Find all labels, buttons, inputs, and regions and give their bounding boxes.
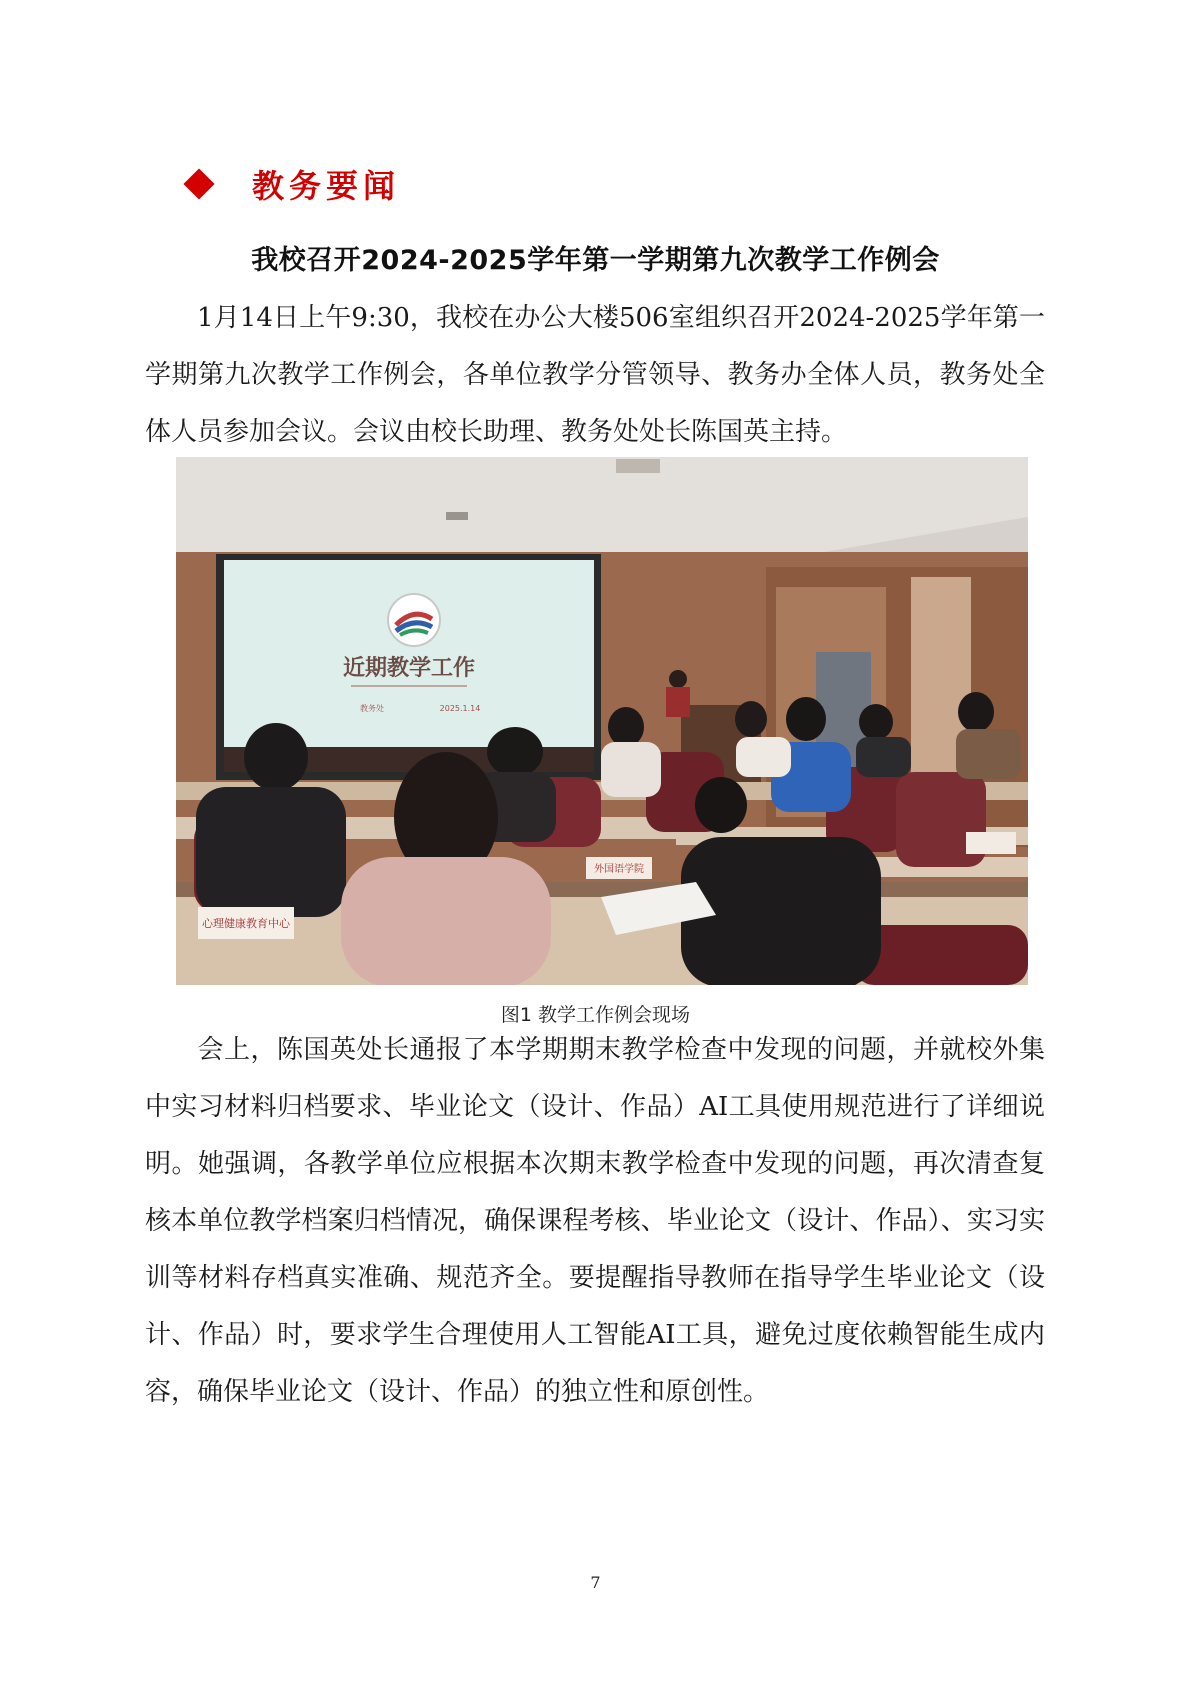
meeting-photo [176,457,1028,985]
page-number: 7 [590,1573,601,1592]
section-header [182,160,400,208]
desk-sign-1: 心理健康教育中心 [202,917,290,930]
article-headline: 我校召开2024-2025学年第一学期第九次教学工作例会 [251,245,940,276]
article-paragraph-2: 会上，陈国英处长通报了本学期期末教学检查中发现的问题，并就校外集中实习材料归档要求、毕业论文（设计、作品）AI工具使用规范进行了详细说明。她强调，各教学单位应根据本次期末教学检查中发现的问题，再次清查复核本单位教学档案归档情况，确保课程考核、毕业论文（设计、作品）、实习实训等材料存档真实准确、规范齐全。要提醒指导教师在指导学生毕业论文（设计、作品）时，要求学生合理使用人工智能AI工具，避免过度依赖智能生成内容，确保毕业论文（设计、作品）的独立性和原创性。 [145,1035,1045,1407]
screen-footer-right: 2025.1.14 [439,704,481,713]
section-title: 教务要闻 [252,167,401,205]
diamond-bullet-icon [183,168,214,199]
screen-title: 近期教学工作 [342,656,476,681]
desk-sign-2: 外国语学院 [594,864,644,875]
screen-footer-left: 教务处 [360,704,384,713]
article-paragraph-1: 1月14日上午9:30，我校在办公大楼506室组织召开2024-2025学年第一学期第九次教学工作例会，各单位教学分管领导、教务办全体人员，教务处全体人员参加会议。会议由校长助理、教务处处长陈国英主持。 [145,303,1045,447]
figure-caption: 图1 教学工作例会现场 [500,1004,691,1026]
